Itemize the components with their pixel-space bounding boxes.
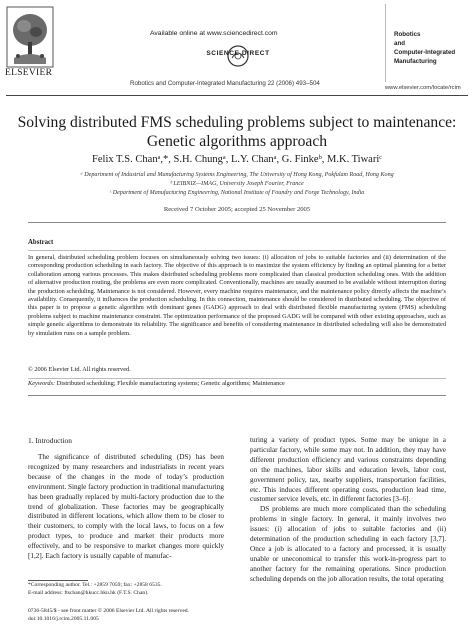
issn-line: 0736-5845/$ - see front matter © 2006 Elsevier Ltd. All rights reserved.: [28, 608, 189, 614]
article-title: Solving distributed FMS scheduling problems subject to maintenance: Genetic algorithms approach: [17, 114, 457, 150]
journal-box-title: Robotics and Computer-Integrated Manufacturing: [394, 31, 456, 65]
received-dates: Received 7 October 2005; accepted 25 November 2005: [163, 206, 311, 213]
intro-paragraph-continued: turing a variety of product types. Some may be unique in a particular factory, while some may not. In addition, they may have different production efficiency and various constraints depending on the machines, labor skills and education levels, labor cost, government policy, tax, nearby suppliers, transportation facilities, etc. This induces different operating costs, production lead time, customer service levels, etc. in different factories [3–6].: [250, 436, 446, 504]
journal-cover-box: [385, 4, 469, 82]
sciencedirect-wordmark: SCIENCE DIRECT: [206, 50, 270, 57]
journal-url-link[interactable]: www.elsevier.com/locate/rcim: [385, 85, 461, 91]
title-divider: [28, 222, 446, 223]
available-online-text: Available online at www.sciencedirect.com: [150, 30, 278, 37]
abstract-heading: Abstract: [28, 239, 54, 246]
right-column: [250, 436, 446, 585]
keywords-line: [28, 380, 285, 387]
section-heading-introduction: 1. Introduction: [28, 436, 72, 445]
keywords-divider: [28, 378, 446, 379]
keywords-label: Keywords:: [28, 380, 56, 387]
journal-header: [0, 0, 474, 96]
left-column: [28, 453, 224, 562]
header-divider: [6, 95, 468, 96]
footnote-divider: [28, 580, 88, 581]
corresponding-author-note: *Corresponding author. Tel.: +2859 7059; fax: +2858 6535.: [28, 582, 162, 588]
affiliation-a: ᵃ Department of Industrial and Manufacturing Systems Engineering, The University of Hong Kong, Pokfulam Road, Hong Kong: [80, 172, 394, 178]
doi-link[interactable]: doi:10.1016/j.rcim.2005.11.005: [28, 616, 99, 622]
journal-citation: Robotics and Computer-Integrated Manufacturing 22 (2006) 493–504: [130, 80, 320, 87]
affiliation-c: ᶜ Department of Manufacturing Engineering, National Institute of Foundry and Forge Technology, India: [109, 190, 365, 196]
abstract-copyright: © 2006 Elsevier Ltd. All rights reserved.: [28, 366, 131, 373]
elsevier-tree-logo-icon: [6, 6, 54, 68]
intro-paragraph-1: The significance of distributed scheduling (DS) has been recognized by many researchers and industrialists in recent years because of the changes in the mode of today’s production environment. Single factory production in traditional manufacturing has been gradually replaced by multi-factory production due to the trend of globalization. These factories may be geographically distributed in different locations, which allow them to be closer to their customers, to comply with the local laws, to focus on a few product types, to produce and market their products more effectively, and to be responsive to market changes more quickly [1,2]. Each factory is usually capable of manufac-: [28, 453, 224, 561]
intro-paragraph-2: DS problems are much more complicated than the scheduling problems in single factory. In general, it mainly involves two issues: (i) allocation of jobs to suitable factories and (ii) determination of the production scheduling in each factory [3,7]. Once a job is allocated to a factory and processed, it is usually unable or uneconomical to transfer this work-in-progress part to another factory for the remaining operations. Since production scheduling depends on the job allocation results, the total operating: [250, 505, 446, 583]
abstract-divider: [28, 250, 446, 251]
author-email[interactable]: E-mail address: ftschan@hkucc.hku.hk (F.T.S. Chan).: [28, 590, 149, 596]
author-list: Felix T.S. Chanᵃ,*, S.H. Chungᵃ, L.Y. Chanᵃ, G. Finkeᵇ, M.K. Tiwariᶜ: [92, 154, 382, 165]
abstract-text: In general, distributed scheduling problem focuses on simultaneously solving two issues: (i) allocation of jobs to suitable factories and (ii) determination of the corresponding production scheduling in each factory. The objective of this approach is to maximize the system efficiency by finding an optimal planning for a better collaboration among various processes. This makes distributed scheduling problems more complicated than classical production scheduling ones. With the addition of alternative production routing, the problems are even more complicated. Conventionally, machines are usually assumed to be available without interruption during the production scheduling. Maintenance is not considered. However, every machine requires maintenance, and the maintenance policy directly affects the machine’s availability. Consequently, it influences the production scheduling. In this connection, maintenance should be considered in distributed scheduling. The objective of this paper is to propose a genetic algorithm with dominant genes (GADG) approach to deal with distributed flexible manufacturing system (FMS) scheduling problems subject to machine maintenance constraint. The optimization performance of the proposed GADG will be compared with other existing approaches, such as simple genetic algorithms to demonstrate its reliability. The significance and benefits of considering maintenance in distributed scheduling will also be demonstrated by simulation runs on a sample problem.: [28, 254, 446, 337]
affiliation-b: ᵇ LEIBNIZ—IMAG, University Joseph Fourier, France: [170, 181, 304, 187]
publisher-name: ELSEVIER: [5, 68, 53, 78]
keywords-text: Distributed scheduling; Flexible manufacturing systems; Genetic algorithms; Maintenance: [56, 380, 285, 387]
abstract-end-divider: [28, 395, 446, 396]
